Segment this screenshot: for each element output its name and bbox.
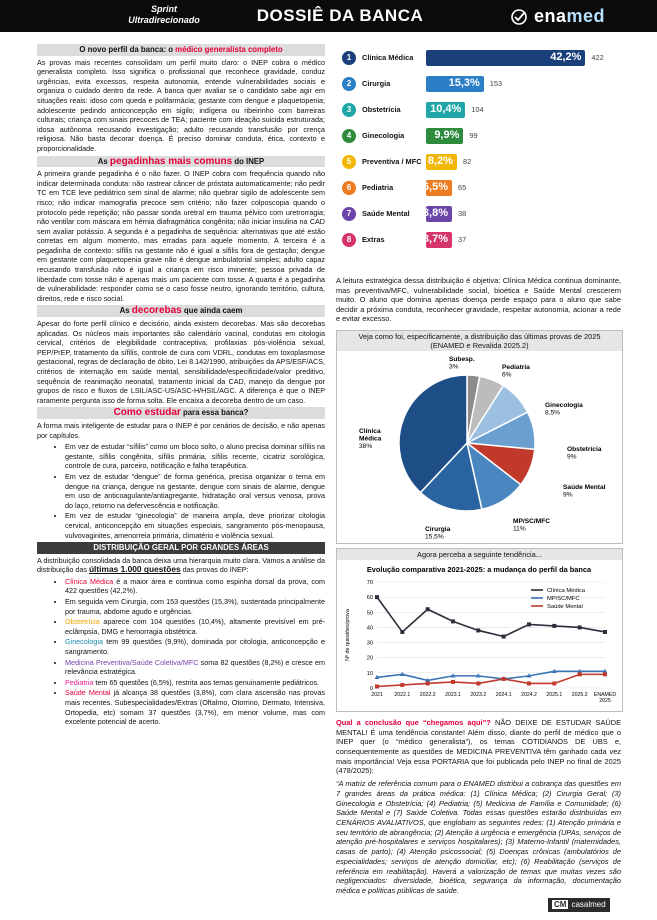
series-point: [502, 634, 506, 638]
bar-label: Cirurgia: [362, 79, 391, 88]
area-bar-chart: [336, 42, 621, 272]
bar-row: [336, 178, 621, 198]
series-point: [426, 607, 430, 611]
section-head-distribution: DISTRIBUIÇÃO GERAL POR GRANDES ÁREAS: [37, 542, 325, 554]
x-tick-label: 2024.1: [495, 691, 512, 698]
y-tick-label: 10: [366, 670, 373, 677]
sprint-label: [104, 4, 224, 26]
pie-slice-label: Cirurgia 15,5%: [425, 525, 451, 541]
conclusion-question: Qual a conclusão que “chegamos aqui”?: [336, 717, 491, 727]
series-point: [400, 683, 404, 687]
bar-row: [336, 74, 621, 94]
y-tick-label: 50: [366, 610, 373, 617]
bar-row: [336, 230, 621, 250]
bar-value-label: 42,2%: [550, 51, 582, 63]
bar-rank-badge: 6: [342, 181, 356, 195]
section-head-memorize: As decorebas que ainda caem: [37, 305, 325, 317]
bar-count-label: 104: [471, 105, 484, 114]
legend-label: MP/SC/MFC: [547, 595, 580, 602]
area-item: • Obstetrícia aparece com 104 questões (10,4%), altamente previsível em pré-eclâmpsia, DMG e hemorragia obstétrica.: [65, 617, 325, 636]
bar-row: [336, 204, 621, 224]
x-tick-label: 2021: [371, 691, 383, 698]
bar-label: Pediatria: [362, 183, 394, 192]
bar-rank-badge: 7: [342, 207, 356, 221]
top-banner: [0, 0, 657, 32]
bar-rank-badge: 4: [342, 129, 356, 143]
bar-label: Obstetrícia: [362, 105, 401, 114]
bar-count-label: 99: [469, 131, 478, 140]
bullet-item: • Em vez de estudar “dengue” de forma genérica, precisa organizar o tema em dengue na criança, dengue na gestante, dengue com sinais de alarme, dengue em uso de anticoagulante/antiagregante, hidratação oral versus venosa, prova do laço, retorno na defervescência e notificação.: [65, 472, 325, 510]
series-point: [476, 628, 480, 632]
section-head-study: Como estudar para essa banca?: [37, 407, 325, 419]
bar-rank-badge: 8: [342, 233, 356, 247]
section-head-profile: O novo perfil da banca: o médico generalista completo: [37, 44, 325, 56]
bar-value-label: 9,9%: [434, 129, 460, 141]
series-point: [426, 681, 430, 685]
pie-chart: [337, 351, 622, 541]
page-title: DOSSIÊ DA BANCA: [256, 6, 424, 25]
memorize-paragraph: Apesar do forte perfil clínico e decisório, ainda existem decorebas. Mas são decorebas aplicadas. Os núcleos mais importantes são calendário vacinal, condutas em citologia cervical, critérios de elegibilidade contraceptiva, profilaxias pós-violência sexual, PEP/PrEP, tratamento da sífilis, controle de cura com VDRL, condutas em toxoplasmose gestacional, regras de declaração de óbito, Lei 8.142/1990, atribuições da APS/ESF/ACS, critérios de internação em saúde mental, sensibilidade/especificidade/valor preditivo, sequência de reanimação neonatal, tratamento inicial da CAD, manejo da dengue por grupos de risco e fluxos de LSIL/ASC-US/ASC-H/HSIL/AGC. A diferença é que o INEP raramente pergunta isso de forma solta. Ele encaixa a decoreba dentro de um caso.: [37, 319, 325, 405]
bar-count-label: 38: [458, 209, 467, 218]
series-point: [400, 630, 404, 634]
series-point: [552, 624, 556, 628]
sprint-text: Sprint: [151, 4, 177, 14]
bar-count-label: 65: [458, 183, 467, 192]
line-caption: Agora perceba a seguinte tendência...: [337, 549, 622, 560]
series-point: [603, 672, 607, 676]
bar-value-label: 8,2%: [427, 155, 453, 167]
brand-name-a: ena: [534, 6, 567, 26]
series-point: [527, 681, 531, 685]
conclusion-paragraph: [336, 718, 621, 776]
area-item: • Clínica Médica é a maior área e continua como espinha dorsal da prova, com 422 questões (42,2%).: [65, 577, 325, 596]
study-paragraph: A forma mais inteligente de estudar para o INEP é por cenários de decisão, e não apenas por capítulos.: [37, 420, 325, 440]
x-tick-label: 2025.1: [546, 691, 563, 698]
bullet-item: • Em vez de estudar “ginecologia” de maneira ampla, deve priorizar citologia cervical, anticoncepção em situações especiais, sangramento pós-menopausa, vulvovaginites, amenorreia primária, climatério e violência sexual.: [65, 511, 325, 540]
series-point: [552, 681, 556, 685]
conclusion-text: NÃO DEIXE DE ESTUDAR SAÚDE MENTAL! É uma tendência constante! Além disso, diante do perfil de médico que o INEP quer (o “médico generalista”), os temas COTIDIANOS DE UBS e, consequentemente as questões de MEDICINA PREVENTIVA têm ganhado cada vez mais importância! Veja essa PORTARIA que foi publicada pelo INEP no final de 2025 (478/2025):: [336, 717, 621, 776]
traps-paragraph: A primeira grande pegadinha é o não fazer. O INEP cobra com frequência quando não indicar determinada conduta: não rastrear câncer de próstata automaticamente; não pedir TC em TCE leve pediátrico sem sinal de alarme; não quebrar sigilo de adolescente sem risco; não indicar mamografia precoce sem critério; não fazer colposcopia quando o protocolo pede repetição; não passar sonda uretral em trauma pélvico com uretrorragia; não ventilar com máscara em hérnia diafragmática congênita; não iniciar insulina na CAD sem avaliar potássio. A segunda é a pegadinha de sequência: alternativas que até estão corretas em algum momento, mas erradas para aquele momento. A terceira é a pegadinha de contexto: sífilis na gestante não é igual a sífilis fora de gestação; dengue em gestante com plaquetopenia grave não é dengue ambulatorial simples; adulto capaz recusando transfusão não é igual a criança em risco iminente; pessoa privada de liberdade com tosse não é apenas mais um paciente com tosse. A quarta é a pegadinha de vulnerabilidade: responder como se o caso fosse neutro, ignorando território, cultura, direitos, rede e risco social.: [37, 169, 325, 303]
strategy-paragraph: A leitura estratégica dessa distribuição é objetiva: Clínica Médica continua dominante, mas preventiva/MFC, vulnerabilidade social, bioética e Saúde Mental crescerem muito. O aluno que domina apenas doença perde espaço para o aluno que sabe decidir a próxima conduta, reconhecer gravidade, respeitar autonomia, acionar a rede e evitar excesso.: [336, 276, 621, 324]
pie-slice-label: MP/SC/MFC 11%: [513, 517, 550, 533]
area-item: • Em seguida vem Cirurgia, com 153 questões (15,3%), sustentada principalmente por trauma, abdome agudo e urgências.: [65, 597, 325, 616]
y-axis-label: Nº de questões/prova: [345, 609, 351, 661]
area-item: • Ginecologia tem 99 questões (9,9%), dominada por citologia, anticoncepção e sangramento.: [65, 637, 325, 656]
bar-row: [336, 126, 621, 146]
series-point: [578, 625, 582, 629]
bar-count-label: 153: [489, 79, 503, 88]
profile-paragraph: As provas mais recentes consolidam um perfil muito claro: o INEP cobra o médico generalista completo. Isso significa o profissional que reconhece gravidade, conduz urgências, evita excessos, respeita autonomia, entende vulnerabilidades sociais e organiza o cuidado dentro da rede. A banca quer avaliar se o candidato sabe agir em situações reais: idoso com queda e polifarmácia; gestante com dengue e plaquetopenia; adolescente pedindo anticoncepção em sigilo; indígena ou ribeirinho com barreiras culturais; criança com sinais precoces de TEA; paciente com ideação suicida estruturada; idosa autônoma recusando investigação; adulto recusando transfusão por crença religiosa. Não basta decorar doença. É preciso dominar conduta, ética, contexto e proporcionalidade.: [37, 57, 325, 153]
x-tick-label: ENAMED 2025: [593, 691, 617, 704]
bar-value-label: 15,3%: [448, 77, 480, 89]
y-tick-label: 40: [366, 625, 373, 632]
sprint-subtitle: Ultradirecionado: [128, 15, 200, 25]
x-tick-label: 2025.2: [571, 691, 588, 698]
bar-count-label: 37: [458, 235, 467, 244]
x-tick-label: 2023.1: [445, 691, 461, 698]
bar-rank-badge: 5: [342, 155, 356, 169]
series-point: [451, 619, 455, 623]
area-item: • Saúde Mental já alcança 38 questões (3,8%), com clara ascensão nas provas mais recentes. Subespecialidades/Extras (Oftalmo, Otorrino, Dermato, Intensiva, Ortopedia, etc) somam 37 questões (3,7%), em menor volume, mas com excelente potencial de acerto.: [65, 688, 325, 726]
right-column: [336, 42, 621, 896]
series-point: [451, 680, 455, 684]
pie-slice-label: Ginecologia 8,5%: [545, 401, 583, 417]
series-point: [527, 622, 531, 626]
series-point: [502, 677, 506, 681]
y-tick-label: 20: [366, 655, 373, 662]
bar-rank-badge: 2: [342, 77, 356, 91]
bar-label: Ginecologia: [362, 131, 405, 140]
series-point: [375, 684, 379, 688]
distribution-intro: A distribuição consolidada da banca deixa uma hierarquia muito clara. Vamos a análise da distribuição das últimas 1.000 questões das provas do INEP:: [37, 555, 325, 575]
line-chart: [337, 560, 622, 710]
enamed-logo-icon: [510, 8, 530, 26]
area-item: • Pediatria tem 65 questões (6,5%), restrita aos temas genuinamente pediátricos.: [65, 678, 325, 688]
pie-slice-label: Saúde Mental 9%: [563, 483, 606, 499]
section-head-traps: As pegadinhas mais comuns do INEP: [37, 156, 325, 168]
y-tick-label: 30: [366, 640, 373, 647]
bar-rank-badge: 3: [342, 103, 356, 117]
bar-count-label: 422: [591, 53, 604, 62]
bar-rank-badge: 1: [342, 51, 356, 65]
bar-row: [336, 100, 621, 120]
pie-slice-label: Pediatria 6%: [502, 363, 530, 379]
x-tick-label: 2024.2: [521, 691, 537, 698]
x-tick-label: 2022.1: [394, 691, 411, 698]
area-item: • Medicina Preventiva/Saúde Coletiva/MFC soma 82 questões (8,2%) e cresce em relevância estratégica.: [65, 658, 325, 677]
pie-slice-label: Obstetrícia 9%: [567, 445, 602, 461]
footer-badge: [548, 898, 610, 912]
x-tick-label: 2023.2: [470, 691, 487, 698]
footer-cm: CM: [554, 900, 567, 909]
footer-name: casalmed: [571, 900, 606, 909]
bar-value-label: 3,7%: [422, 233, 448, 245]
bar-count-label: 82: [462, 157, 472, 166]
line-chart-title: Evolução comparativa 2021-2025: a mudança do perfil da banca: [366, 564, 592, 574]
legend-label: Saúde Mental: [547, 603, 583, 610]
pie-chart-box: [336, 330, 623, 544]
bar-label: Preventiva / MFC: [362, 157, 422, 166]
line-chart-box: [336, 548, 623, 712]
pie-caption: Veja como foi, especificamente, a distribuição das últimas provas de 2025 (ENAMED e Revalida 2025.2): [337, 331, 622, 351]
bar-row: [336, 48, 621, 68]
series-point: [375, 595, 379, 599]
pie-slice-label: Clínica Médica 38%: [359, 427, 382, 450]
bar-label: Clínica Médica: [362, 53, 414, 62]
bar-value-label: 3,8%: [422, 207, 448, 219]
bullet-item: • Em vez de estudar “sífilis” como um bloco solto, o aluno precisa dominar sífilis na gestante, sífilis congênita, sífilis primária, sífilis recente, cicatriz sorológica, controle de cura, parceiro, notificação e falha terapêutica.: [65, 442, 325, 471]
y-tick-label: 70: [366, 579, 373, 586]
series-point: [578, 672, 582, 676]
area-list: [37, 577, 325, 727]
brand-name-b: med: [566, 6, 606, 26]
bar-label: Saúde Mental: [362, 209, 410, 218]
y-tick-label: 60: [366, 595, 373, 602]
brand-logo: [510, 6, 605, 27]
x-tick-label: 2022.2: [419, 691, 436, 698]
left-column: [37, 42, 325, 729]
series-point: [476, 681, 480, 685]
bar-label: Extras: [362, 235, 385, 244]
legend-label: Clínica Médica: [547, 587, 586, 594]
study-bullets: [37, 442, 325, 540]
series-point: [603, 630, 607, 634]
pie-slice-label: Subesp. 3%: [449, 355, 475, 371]
y-tick-label: 0: [369, 685, 373, 692]
bar-row: [336, 152, 621, 172]
bar-value-label: 6,5%: [422, 181, 448, 193]
portaria-quote: “A matriz de referência comum para o ENAMED distribui a cobrança das questões em 7 grandes áreas da prática médica: (1) Clínica Médica; (2) Cirurgia Geral; (3) Ginecologia e Obstetrícia; (4) Pediatria; (5) Medicina de Família e Comunidade; (6) Saúde Mental e (7) Saúde Coletiva. Todas essas questões estarão distribuídas em CENÁRIOS AVALIATIVOS, que englobam as seguintes redes: (1) Atenção primária e seu território de abrangência; (2) Atenção à urgência e emergência (UPAs, serviços de atenção pré-hospitalares e serviços hospitalares); (3) Materno-Infantil (maternidades, casas de parto); (4) Atenção psicossocial; (5) Doenças crônicas (ambulatórios de especialidades; serviços de atenção domiciliar, etc); (6) Reabilitação (serviços de referência em reabilitação). Haverá a valorização de temas que muitas vezes são negligenciados: diversidade, bioética, segurança da informação, documentação médica e políticas públicas de saúde.: [336, 779, 621, 895]
bar-value-label: 10,4%: [430, 103, 462, 115]
